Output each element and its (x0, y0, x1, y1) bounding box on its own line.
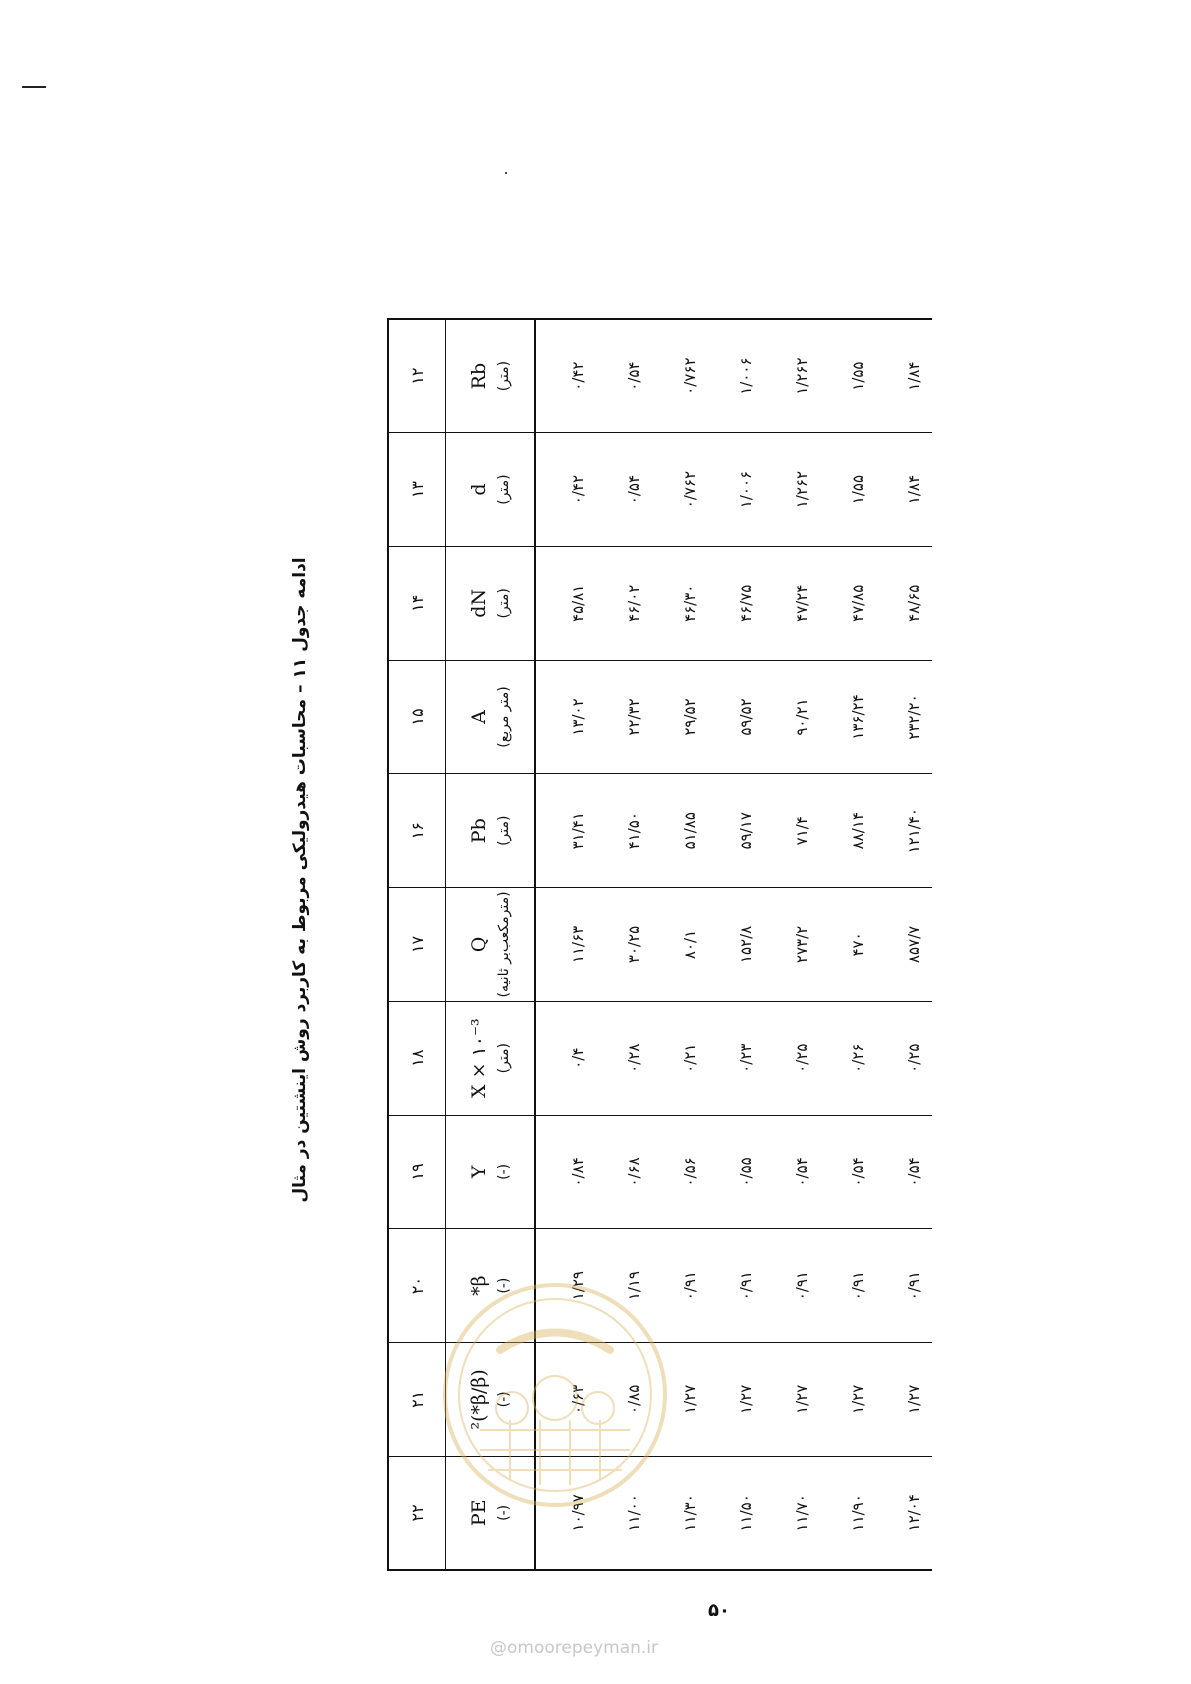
header-symbol: (β/β*)² (468, 1369, 491, 1430)
table-cell: ۰/۹۱ (662, 1229, 718, 1343)
table-body (388, 319, 932, 1570)
header-cell (446, 433, 536, 547)
header-cell (446, 1115, 536, 1229)
column-number: ۱۸ (388, 1001, 446, 1115)
table-cell: ۰/۵۴ (774, 1115, 830, 1229)
header-cell (446, 319, 536, 433)
header-unit: (متر) (495, 1042, 512, 1074)
table-caption: ادامه جدول ۱۱ – محاسبات هیدرولیکی مربوط به کاربرد روش اینشتین در مثال (290, 557, 310, 1203)
header-unit: (-) (495, 1163, 512, 1180)
header-symbol: Y (468, 1165, 491, 1179)
table-cell: ۰/۲۸ (606, 1001, 662, 1115)
table-cell: ۰/۴۲ (535, 433, 606, 547)
margin-dash (22, 86, 46, 88)
table-cell: ۴۷/۲۴ (774, 546, 830, 660)
table-cell: ۱۵۲/۸ (718, 888, 774, 1002)
table-cell: ۰/۲۵ (886, 1001, 932, 1115)
table-cell: ۳۰/۲۵ (606, 888, 662, 1002)
table-cell: ۰/۵۵ (718, 1115, 774, 1229)
table-cell: ۰/۷۶۲ (662, 433, 718, 547)
table-cell: ۱۱/۷۰ (774, 1456, 830, 1570)
header-symbol: β* (468, 1275, 491, 1296)
header-symbol: Q (468, 936, 491, 953)
table-cell: ۰/۶۳ (535, 1342, 606, 1456)
table-cell: ۱/۵۵ (830, 433, 886, 547)
table-cell: ۱۲۱/۴۰ (886, 774, 932, 888)
header-unit: (-) (495, 1391, 512, 1408)
table-cell: ۱۱/۳۰ (662, 1456, 718, 1570)
table-cell: ۱۰/۹۷ (535, 1456, 606, 1570)
header-symbol: d (468, 483, 491, 496)
table-cell: ۰/۲۶ (830, 1001, 886, 1115)
table-cell: ۱/۵۵ (830, 319, 886, 433)
column-number: ۱۵ (388, 660, 446, 774)
table-cell: ۴۷/۸۵ (830, 546, 886, 660)
table-cell: ۰/۵۴ (606, 319, 662, 433)
header-unit: (متر مربع) (495, 686, 512, 748)
table-cell: ۰/۲۱ (662, 1001, 718, 1115)
table-cell: ۱۳/۰۲ (535, 660, 606, 774)
table-cell: ۸۵۷/۷ (886, 888, 932, 1002)
table-cell: ۱/۰۰۶ (718, 319, 774, 433)
page-number: ۵۰ (708, 1600, 730, 1621)
table-cell: ۰/۹۱ (774, 1229, 830, 1343)
table-cell: ۰/۶۸ (606, 1115, 662, 1229)
header-symbol: PE (468, 1499, 491, 1527)
header-unit: (مترمکعب‌بر ثانیه) (495, 891, 512, 998)
table-cell: ۱۱/۵۰ (718, 1456, 774, 1570)
table-cell: ۰/۸۵ (606, 1342, 662, 1456)
hydraulic-table (387, 318, 932, 1571)
rotated-table (387, 318, 932, 1571)
table-cell: ۱۱/۹۰ (830, 1456, 886, 1570)
header-cell (446, 1229, 536, 1343)
table-row (830, 319, 886, 1570)
header-cell (446, 1456, 536, 1570)
table-cell: ۵۹/۱۷ (718, 774, 774, 888)
table-cell: ۱/۲۷ (886, 1342, 932, 1456)
table-cell: ۲۳۲/۲۰ (886, 660, 932, 774)
table-cell: ۴۶/۷۵ (718, 546, 774, 660)
column-number: ۱۴ (388, 546, 446, 660)
table-row (606, 319, 662, 1570)
table-cell: ۱/۰۰۶ (718, 433, 774, 547)
header-unit: (متر) (495, 588, 512, 619)
table-cell: ۱/۲۷ (774, 1342, 830, 1456)
header-cell (446, 660, 536, 774)
table-cell: ۰/۵۴ (830, 1115, 886, 1229)
table-cell: ۱۱/۰۰ (606, 1456, 662, 1570)
header-cell (446, 546, 536, 660)
table-cell: ۰/۹۱ (718, 1229, 774, 1343)
table-frame (387, 318, 932, 1571)
table-cell: ۱/۲۷ (830, 1342, 886, 1456)
table-cell: ۰/۵۴ (606, 433, 662, 547)
table-cell: ۱/۱۹ (606, 1229, 662, 1343)
table-cell: ۰/۲۳ (718, 1001, 774, 1115)
header-unit: (متر) (495, 474, 512, 505)
header-cell (446, 1001, 536, 1115)
table-cell: ۱/۸۴ (886, 433, 932, 547)
table-cell: ۸۸/۱۴ (830, 774, 886, 888)
column-number: ۱۹ (388, 1115, 446, 1229)
table-cell: ۵۱/۸۵ (662, 774, 718, 888)
table-cell: ۰/۵۶ (662, 1115, 718, 1229)
column-number: ۲۲ (388, 1456, 446, 1570)
header-symbol: dN (468, 588, 491, 618)
table-cell: ۰/۷۶۲ (662, 319, 718, 433)
column-number: ۱۳ (388, 433, 446, 547)
header-unit: (متر) (495, 360, 512, 392)
table-cell: ۴۶/۰۲ (606, 546, 662, 660)
table-cell: ۴۱/۵۰ (606, 774, 662, 888)
table-cell: ۰/۸۴ (535, 1115, 606, 1229)
table-row (535, 319, 606, 1570)
table-cell: ۱/۲۷ (718, 1342, 774, 1456)
table-cell: ۱/۲۶۲ (774, 433, 830, 547)
header-unit: (متر) (495, 815, 512, 846)
table-cell: ۴۸/۶۵ (886, 546, 932, 660)
table-cell: ۱/۲۷ (662, 1342, 718, 1456)
header-cell (446, 774, 536, 888)
header-cell (446, 1342, 536, 1456)
column-number: ۱۶ (388, 774, 446, 888)
table-row (718, 319, 774, 1570)
table-cell: ۱۳۶/۲۴ (830, 660, 886, 774)
table-cell: ۹۰/۲۱ (774, 660, 830, 774)
table-cell: ۰/۹۱ (830, 1229, 886, 1343)
column-number: ۲۰ (388, 1229, 446, 1343)
table-cell: ۳۱/۴۱ (535, 774, 606, 888)
table-cell: ۱۲/۰۴ (886, 1456, 932, 1570)
header-unit: (-) (495, 1277, 512, 1294)
table-cell: ۰/۴ (535, 1001, 606, 1115)
table-cell: ۱/۲۶۲ (774, 319, 830, 433)
table-cell: ۵۹/۵۲ (718, 660, 774, 774)
table-cell: ۲۹/۵۲ (662, 660, 718, 774)
table-cell: ۰/۲۵ (774, 1001, 830, 1115)
header-cell (446, 888, 536, 1002)
table-cell: ۱/۸۴ (886, 319, 932, 433)
table-cell: ۱۱/۶۳ (535, 888, 606, 1002)
header-symbol: A (468, 710, 491, 724)
header-unit: (-) (495, 1504, 512, 1521)
table-cell: ۲۷۳/۲ (774, 888, 830, 1002)
header-symbol: Rb (468, 362, 491, 390)
header-symbol: Pb (468, 818, 491, 844)
table-cell: ۰/۹۱ (886, 1229, 932, 1343)
scan-speck (505, 172, 507, 174)
table-cell: ۱/۲۹ (535, 1229, 606, 1343)
column-number: ۱۷ (388, 888, 446, 1002)
table-cell: ۰/۵۴ (886, 1115, 932, 1229)
column-number: ۲۱ (388, 1342, 446, 1456)
table-cell: ۷۱/۴ (774, 774, 830, 888)
table-row (774, 319, 830, 1570)
header-symbol: X × ۱۰⁻³ (468, 1018, 491, 1098)
header-row (446, 319, 536, 1570)
watermark: @omoorepeyman.ir (490, 1638, 659, 1658)
table-cell: ۲۲/۳۲ (606, 660, 662, 774)
column-number-row (388, 319, 446, 1570)
table-cell: ۴۵/۸۱ (535, 546, 606, 660)
table-row (662, 319, 718, 1570)
table-row (886, 319, 932, 1570)
table-cell: ۴۷۰ (830, 888, 886, 1002)
table-cell: ۴۶/۳۰ (662, 546, 718, 660)
table-cell: ۸۰/۱ (662, 888, 718, 1002)
table-cell: ۰/۴۲ (535, 319, 606, 433)
column-number: ۱۲ (388, 319, 446, 433)
